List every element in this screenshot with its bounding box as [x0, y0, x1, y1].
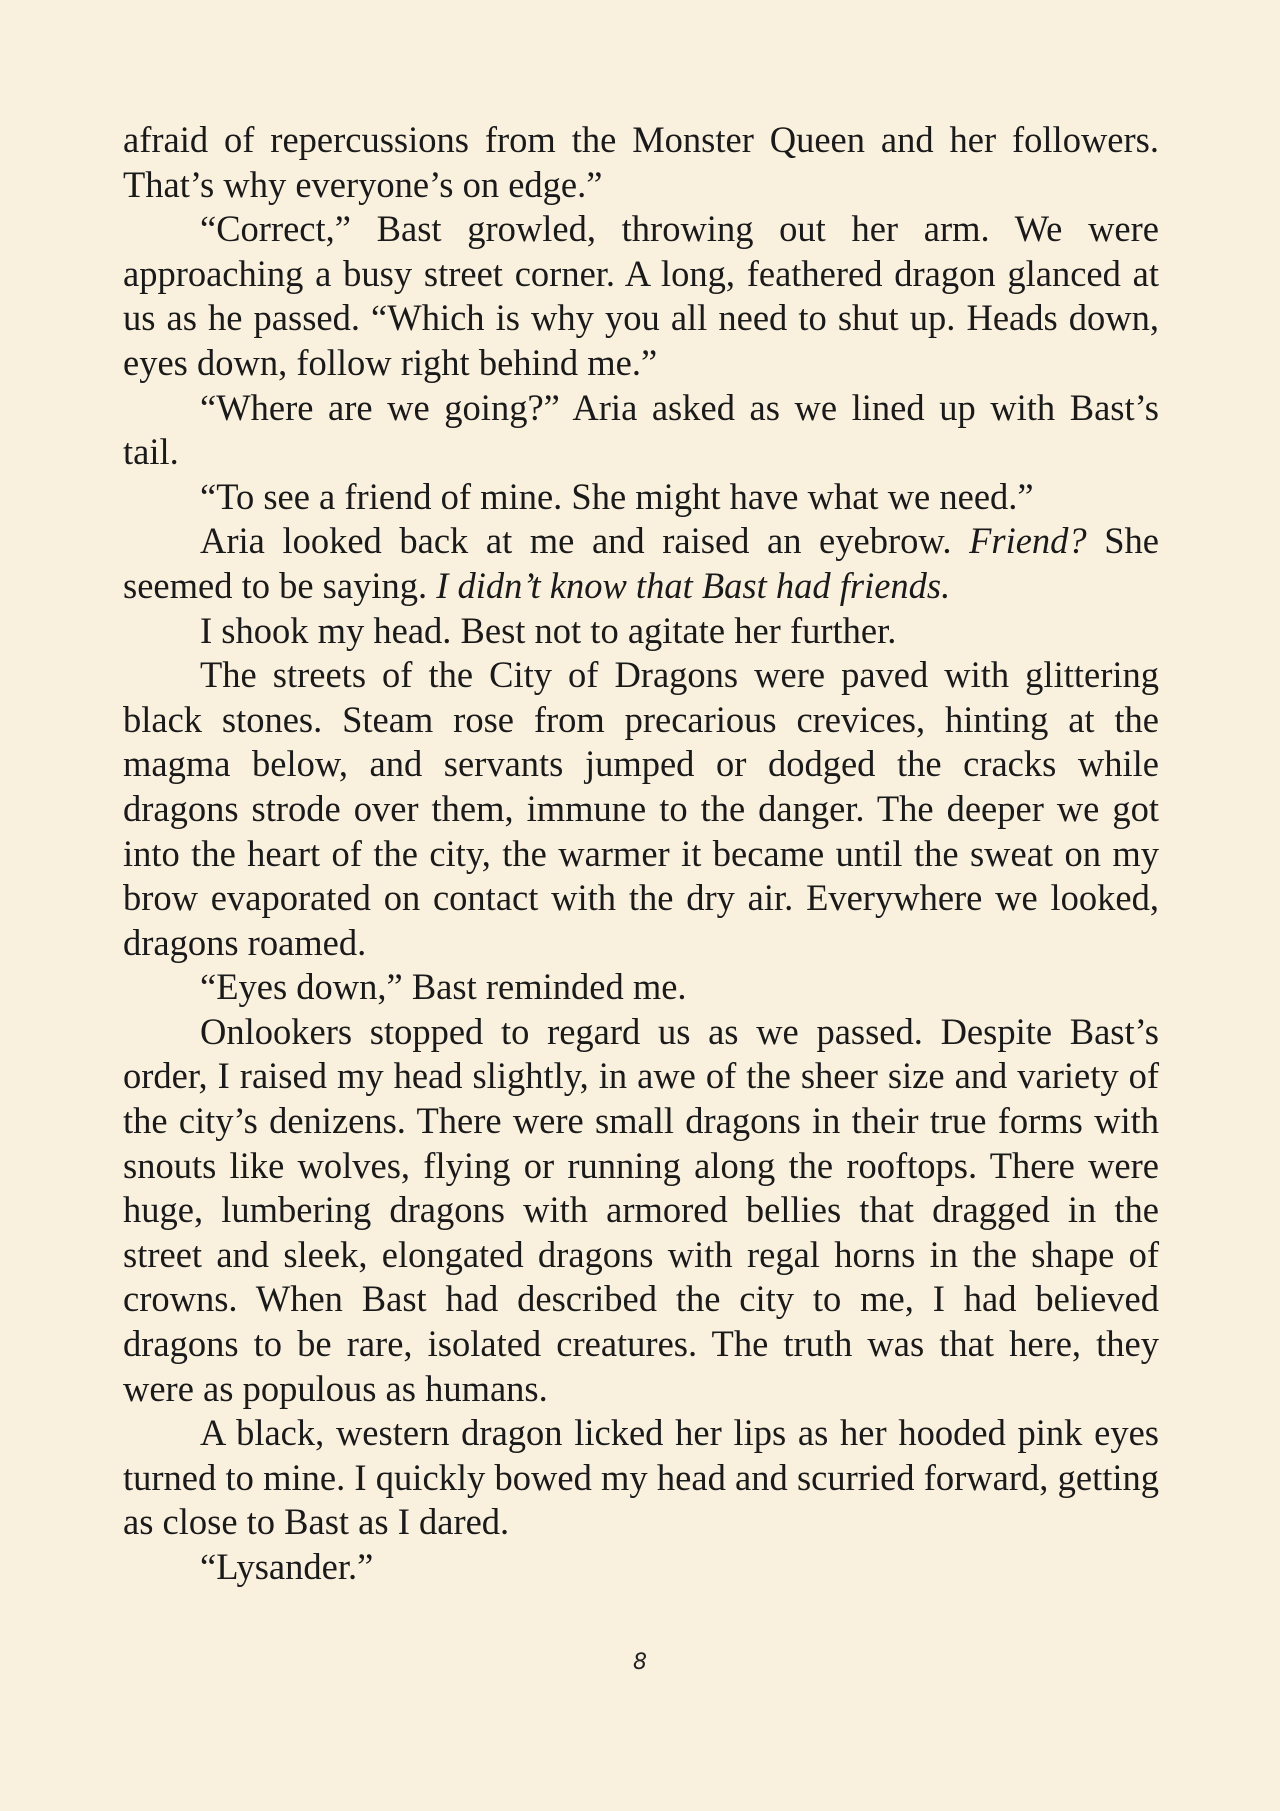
paragraph	[123, 386, 1159, 475]
text-run: Aria looked back at me and raised an eyebrow.	[200, 520, 970, 562]
italic-text: Friend?	[969, 520, 1087, 562]
paragraph	[123, 118, 1159, 207]
text-run: The streets of the City of Dragons were paved with glittering black stones. Steam rose from precarious crevices, hinting at the magma below, and servants jumped or dodged the cracks while dragons strode over them, immune to the danger. The deeper we got into the heart of the city, the warmer it became until the sweat on my brow evaporated on contact with the dry air. Everywhere we looked, dragons roamed.	[123, 654, 1159, 963]
text-run: I shook my head. Best not to agitate her further.	[200, 609, 897, 651]
paragraph	[123, 475, 1159, 520]
text-run: “Eyes down,” Bast reminded me.	[200, 966, 687, 1008]
paragraph	[123, 519, 1159, 608]
paragraph	[123, 653, 1159, 965]
text-run: “Lysander.”	[200, 1546, 374, 1587]
text-run: “Where are we going?” Aria asked as we lined up with Bast’s tail.	[123, 386, 1159, 473]
text-run: afraid of repercussions from the Monster Queen and her followers. That’s why everyone’s on edge.”	[123, 119, 1159, 205]
paragraph	[123, 609, 1159, 654]
paragraph	[123, 1411, 1159, 1545]
text-run: “To see a friend of mine. She might have what we need.”	[200, 475, 1034, 517]
text-run: A black, western dragon licked her lips as her hooded pink eyes turned to mine. I quickly bowed my head and scurried forward, getting as close to Bast as I dared.	[123, 1412, 1159, 1543]
paragraph	[123, 1010, 1159, 1411]
body-text	[123, 118, 1159, 1590]
text-run: She seemed to be saying.	[123, 520, 1159, 606]
page-number: 8	[633, 1650, 647, 1675]
text-run: “Correct,” Bast growled, throwing out her arm. We were approaching a busy street corner. A long, feathered dragon glanced at us as he passed. “Which is why you all need to shut up. Heads down, eyes down, follow right behind me.”	[123, 208, 1159, 383]
text-run: Onlookers stopped to regard us as we passed. Despite Bast’s order, I raised my head slightly, in awe of the sheer size and variety of the city’s denizens. There were small dragons in their true forms with snouts like wolves, flying or running along the rooftops. There were huge, lumbering dragons with armored bellies that dragged in the street and sleek, elongated dragons with regal horns in the shape of crowns. When Bast had described the city to me, I had believed dragons to be rare, isolated creatures. The truth was that here, they were as populous as humans.	[123, 1010, 1159, 1409]
paragraph	[123, 1545, 1159, 1590]
paragraph	[123, 965, 1159, 1010]
paragraph	[123, 207, 1159, 385]
italic-text: I didn’t know that Bast had friends.	[436, 564, 951, 606]
